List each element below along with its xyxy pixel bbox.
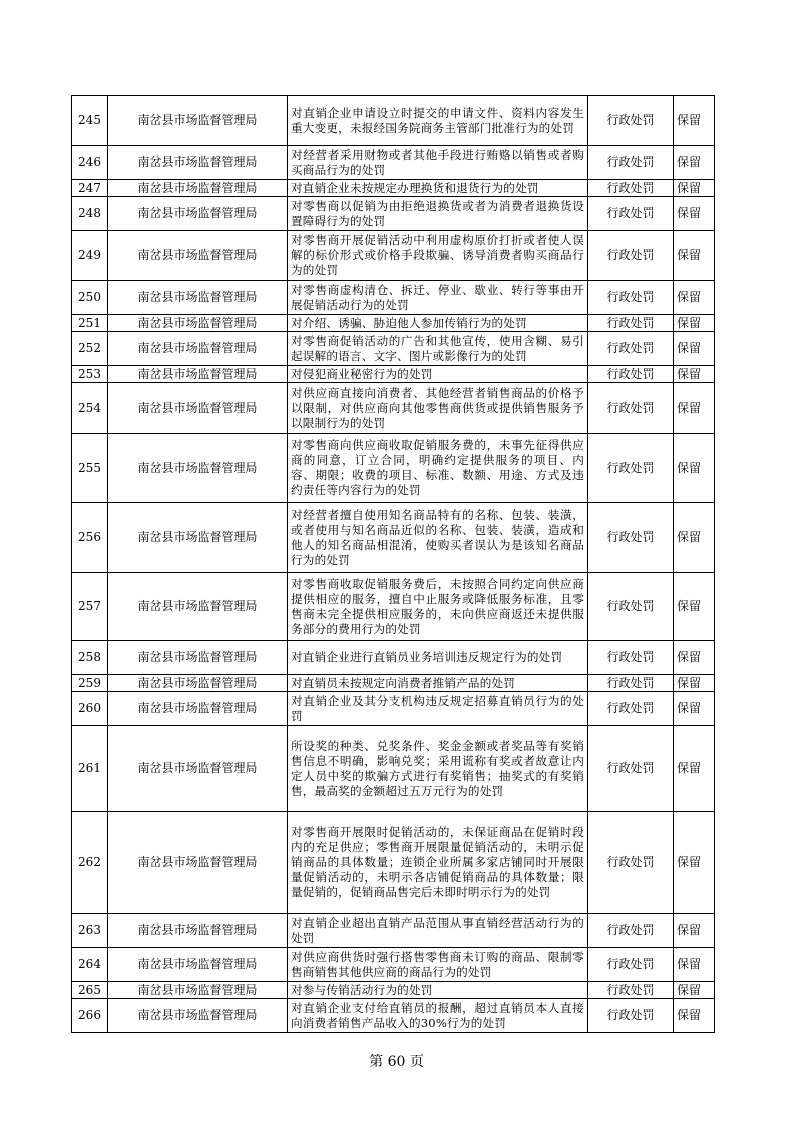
power-type-cell: 行政处罚 (588, 812, 674, 914)
status-cell: 保留 (674, 641, 715, 675)
department-name-cell: 南岔县市场监督管理局 (108, 383, 288, 434)
power-type-cell: 行政处罚 (588, 573, 674, 641)
power-item-cell: 对直销企业超出直销产品范围从事直销经营活动行为的处罚 (288, 914, 588, 948)
department-name-cell: 南岔县市场监督管理局 (108, 675, 288, 692)
status-cell: 保留 (674, 914, 715, 948)
status-cell: 保留 (674, 999, 715, 1033)
status-cell: 保留 (674, 315, 715, 332)
row-number-cell: 265 (72, 982, 108, 999)
table-row (72, 675, 715, 692)
row-number-cell: 260 (72, 692, 108, 726)
table-row (72, 231, 715, 281)
power-item-cell: 对零售商虚构清仓、拆迁、停业、歇业、转行等事由开展促销活动行为的处罚 (288, 281, 588, 315)
status-cell: 保留 (674, 982, 715, 999)
power-item-cell: 对经营者采用财物或者其他手段进行贿赂以销售或者购买商品行为的处罚 (288, 146, 588, 180)
power-item-cell: 对直销企业申请设立时提交的申请文件、资料内容发生重大变更，未报经国务院商务主管部门批准行为的处罚 (288, 96, 588, 146)
department-name-cell: 南岔县市场监督管理局 (108, 812, 288, 914)
department-name-cell: 南岔县市场监督管理局 (108, 366, 288, 383)
status-cell: 保留 (674, 675, 715, 692)
department-name-cell: 南岔县市场监督管理局 (108, 692, 288, 726)
row-number-cell: 251 (72, 315, 108, 332)
row-number-cell: 256 (72, 503, 108, 573)
power-type-cell: 行政处罚 (588, 914, 674, 948)
table-row (72, 999, 715, 1033)
status-cell: 保留 (674, 383, 715, 434)
row-number-cell: 257 (72, 573, 108, 641)
row-number-cell: 253 (72, 366, 108, 383)
power-type-cell: 行政处罚 (588, 726, 674, 812)
power-type-cell: 行政处罚 (588, 197, 674, 231)
row-number-cell: 245 (72, 96, 108, 146)
table-row (72, 180, 715, 197)
row-number-cell: 262 (72, 812, 108, 914)
row-number-cell: 263 (72, 914, 108, 948)
status-cell: 保留 (674, 231, 715, 281)
power-item-cell: 对零售商以促销为由拒绝退换货或者为消费者退换货设置障碍行为的处罚 (288, 197, 588, 231)
power-type-cell: 行政处罚 (588, 383, 674, 434)
department-name-cell: 南岔县市场监督管理局 (108, 231, 288, 281)
row-number-cell: 254 (72, 383, 108, 434)
power-item-cell: 所设奖的种类、兑奖条件、奖金金额或者奖品等有奖销售信息不明确，影响兑奖；采用谎称有奖或者故意让内定人员中奖的欺骗方式进行有奖销售；抽奖式的有奖销售，最高奖的金额超过五万元行为的处罚 (288, 726, 588, 812)
table-row (72, 914, 715, 948)
table-row (72, 434, 715, 503)
table-row (72, 366, 715, 383)
row-number-cell: 250 (72, 281, 108, 315)
power-item-cell: 对直销企业支付给直销员的报酬，超过直销员本人直接向消费者销售产品收入的30%行为的处罚 (288, 999, 588, 1033)
power-type-cell: 行政处罚 (588, 948, 674, 982)
power-type-cell: 行政处罚 (588, 434, 674, 503)
table-row (72, 812, 715, 914)
power-item-cell: 对零售商收取促销服务费后，未按照合同约定向供应商提供相应的服务，擅自中止服务或降低服务标准，且零售商未完全提供相应服务的，未向供应商返还未提供服务部分的费用行为的处罚 (288, 573, 588, 641)
power-type-cell: 行政处罚 (588, 366, 674, 383)
power-type-cell: 行政处罚 (588, 692, 674, 726)
row-number-cell: 246 (72, 146, 108, 180)
status-cell: 保留 (674, 146, 715, 180)
department-name-cell: 南岔县市场监督管理局 (108, 999, 288, 1033)
status-cell: 保留 (674, 332, 715, 366)
power-type-cell: 行政处罚 (588, 281, 674, 315)
row-number-cell: 266 (72, 999, 108, 1033)
power-item-cell: 对经营者擅自使用知名商品特有的名称、包装、装潢，或者使用与知名商品近似的名称、包装、装潢，造成和他人的知名商品相混淆，使购买者误认为是该知名商品行为的处罚 (288, 503, 588, 573)
department-name-cell: 南岔县市场监督管理局 (108, 315, 288, 332)
department-name-cell: 南岔县市场监督管理局 (108, 96, 288, 146)
status-cell: 保留 (674, 503, 715, 573)
department-name-cell: 南岔县市场监督管理局 (108, 726, 288, 812)
page-number: 第 60 页 (369, 1054, 424, 1070)
department-name-cell: 南岔县市场监督管理局 (108, 982, 288, 999)
row-number-cell: 252 (72, 332, 108, 366)
power-item-cell: 对介绍、诱骗、胁迫他人参加传销行为的处罚 (288, 315, 588, 332)
power-type-cell: 行政处罚 (588, 982, 674, 999)
status-cell: 保留 (674, 726, 715, 812)
power-type-cell: 行政处罚 (588, 96, 674, 146)
department-name-cell: 南岔县市场监督管理局 (108, 332, 288, 366)
power-item-cell: 对零售商促销活动的广告和其他宣传，使用含糊、易引起误解的语言、文字、图片或影像行为的处罚 (288, 332, 588, 366)
department-name-cell: 南岔县市场监督管理局 (108, 146, 288, 180)
status-cell: 保留 (674, 948, 715, 982)
power-type-cell: 行政处罚 (588, 146, 674, 180)
power-type-cell: 行政处罚 (588, 503, 674, 573)
department-name-cell: 南岔县市场监督管理局 (108, 914, 288, 948)
status-cell: 保留 (674, 96, 715, 146)
status-cell: 保留 (674, 366, 715, 383)
power-item-cell: 对直销企业未按规定办理换货和退货行为的处罚 (288, 180, 588, 197)
table-row (72, 692, 715, 726)
power-item-cell: 对直销企业及其分支机构违反规定招募直销员行为的处罚 (288, 692, 588, 726)
table-row (72, 146, 715, 180)
row-number-cell: 247 (72, 180, 108, 197)
table-row (72, 332, 715, 366)
department-name-cell: 南岔县市场监督管理局 (108, 573, 288, 641)
table-row (72, 726, 715, 812)
table-row (72, 197, 715, 231)
status-cell: 保留 (674, 434, 715, 503)
department-name-cell: 南岔县市场监督管理局 (108, 503, 288, 573)
power-item-cell: 对供应商供货时强行搭售零售商未订购的商品、限制零售商销售其他供应商的商品行为的处罚 (288, 948, 588, 982)
power-item-cell: 对直销企业进行直销员业务培训违反规定行为的处罚 (288, 641, 588, 675)
status-cell: 保留 (674, 281, 715, 315)
row-number-cell: 258 (72, 641, 108, 675)
table-row (72, 281, 715, 315)
status-cell: 保留 (674, 573, 715, 641)
power-type-cell: 行政处罚 (588, 675, 674, 692)
status-cell: 保留 (674, 692, 715, 726)
row-number-cell: 249 (72, 231, 108, 281)
table-row (72, 573, 715, 641)
row-number-cell: 248 (72, 197, 108, 231)
table-row (72, 982, 715, 999)
table-row (72, 503, 715, 573)
power-list-table (71, 95, 715, 1033)
row-number-cell: 255 (72, 434, 108, 503)
power-type-cell: 行政处罚 (588, 315, 674, 332)
department-name-cell: 南岔县市场监督管理局 (108, 434, 288, 503)
power-type-cell: 行政处罚 (588, 180, 674, 197)
power-type-cell: 行政处罚 (588, 231, 674, 281)
row-number-cell: 264 (72, 948, 108, 982)
power-item-cell: 对直销员未按规定向消费者推销产品的处罚 (288, 675, 588, 692)
power-item-cell: 对参与传销活动行为的处罚 (288, 982, 588, 999)
power-item-cell: 对零售商开展促销活动中利用虚构原价打折或者使人误解的标价形式或价格手段欺骗、诱导消费者购买商品行为的处罚 (288, 231, 588, 281)
power-item-cell: 对零售商开展限时促销活动的，未保证商品在促销时段内的充足供应；零售商开展限量促销活动的，未明示促销商品的具体数量；连锁企业所属多家店铺同时开展限量促销活动的，未明示各店铺促销商品的具体数量；限量促销的，促销商品售完后未即时明示行为的处罚 (288, 812, 588, 914)
row-number-cell: 259 (72, 675, 108, 692)
department-name-cell: 南岔县市场监督管理局 (108, 180, 288, 197)
power-type-cell: 行政处罚 (588, 641, 674, 675)
table-row (72, 383, 715, 434)
status-cell: 保留 (674, 180, 715, 197)
department-name-cell: 南岔县市场监督管理局 (108, 948, 288, 982)
table-row (72, 948, 715, 982)
table-row (72, 96, 715, 146)
department-name-cell: 南岔县市场监督管理局 (108, 641, 288, 675)
table-body (72, 96, 715, 1033)
row-number-cell: 261 (72, 726, 108, 812)
power-type-cell: 行政处罚 (588, 999, 674, 1033)
power-item-cell: 对侵犯商业秘密行为的处罚 (288, 366, 588, 383)
power-item-cell: 对零售商向供应商收取促销服务费的，未事先征得供应商的同意，订立合同，明确约定提供服务的项目、内容、期限；收费的项目、标准、数额、用途、方式及违约责任等内容行为的处罚 (288, 434, 588, 503)
table-row (72, 315, 715, 332)
table-row (72, 641, 715, 675)
status-cell: 保留 (674, 812, 715, 914)
department-name-cell: 南岔县市场监督管理局 (108, 197, 288, 231)
power-item-cell: 对供应商直接向消费者、其他经营者销售商品的价格予以限制，对供应商向其他零售商供货或提供销售服务予以限制行为的处罚 (288, 383, 588, 434)
power-type-cell: 行政处罚 (588, 332, 674, 366)
status-cell: 保留 (674, 197, 715, 231)
department-name-cell: 南岔县市场监督管理局 (108, 281, 288, 315)
